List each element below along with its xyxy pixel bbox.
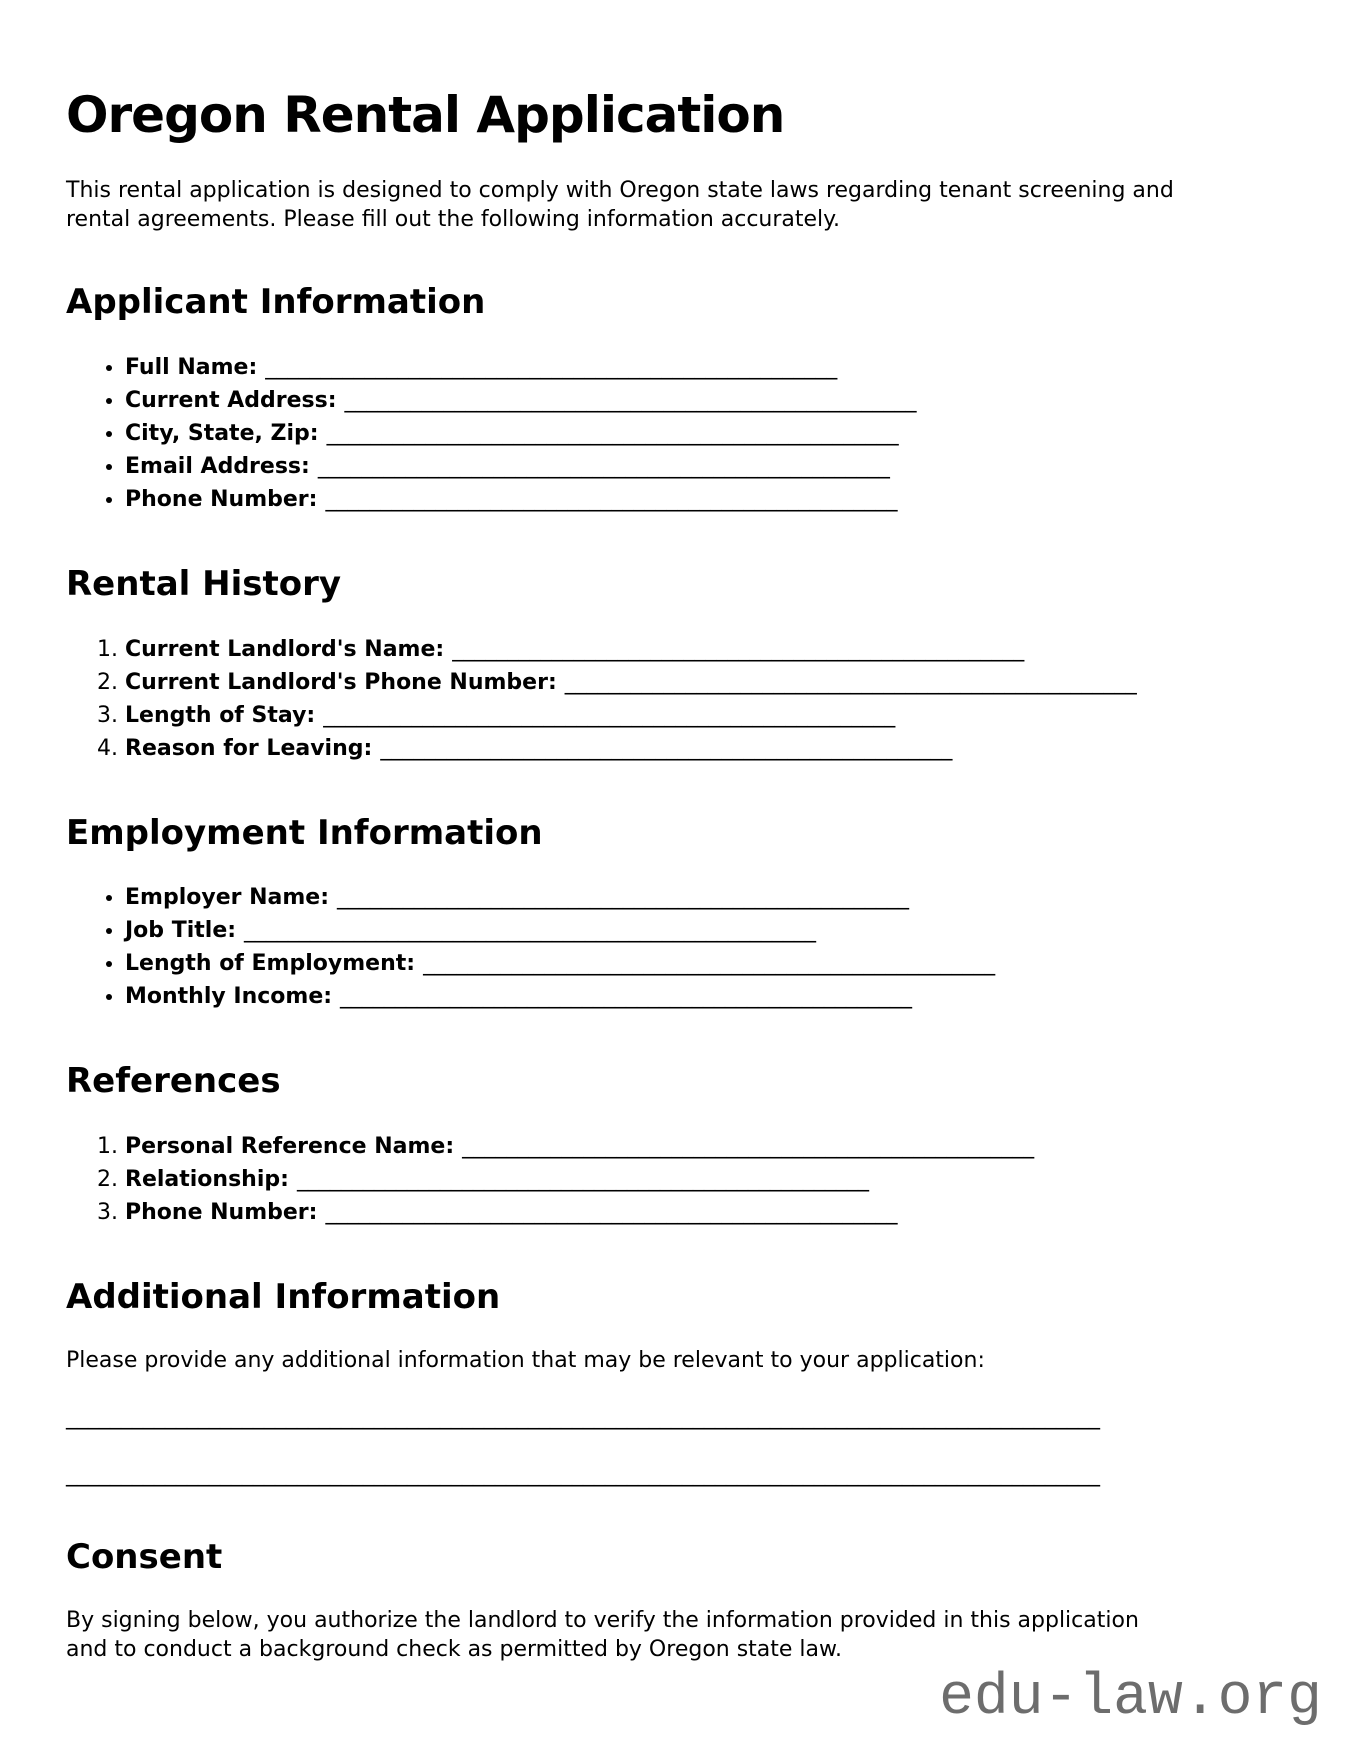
field-row-full-name (125, 351, 1176, 384)
field-label: Current Landlord's Name: (125, 636, 445, 662)
field-label: Personal Reference Name: (125, 1134, 455, 1160)
document-content (66, 86, 1176, 1664)
rental-history-list (66, 633, 1176, 765)
fill-in-line: ____________________________________________________ (244, 918, 817, 944)
field-label: Employer Name: (125, 885, 330, 911)
field-label: Current Address: (125, 387, 337, 413)
field-row-current-landlord-phone (125, 666, 1176, 699)
fill-in-line: ____________________________________________________ (337, 885, 910, 911)
fill-in-line: ____________________________________________________ (296, 1167, 869, 1193)
intro-paragraph: This rental application is designed to comply with Oregon state laws regarding tenant screening and rental agreements. Please fill out the following information accurately. (66, 178, 1174, 232)
references-list (66, 1130, 1176, 1229)
page-title: Oregon Rental Application (66, 86, 785, 144)
fill-in-line: ____________________________________________________ (325, 1200, 898, 1226)
field-label: Relationship: (125, 1167, 289, 1193)
field-row-job-title (125, 914, 1176, 947)
fill-in-line: ____________________________________________________ (462, 1134, 1035, 1160)
blank-write-in-line: ______________________________________________________________________________________________ (66, 1461, 1100, 1487)
fill-in-line: ____________________________________________________ (452, 636, 1025, 662)
fill-in-line: ____________________________________________________ (323, 702, 896, 728)
field-row-current-landlord-name (125, 633, 1176, 666)
fill-in-line: ____________________________________________________ (326, 420, 899, 446)
consent-paragraph: By signing below, you authorize the landlord to verify the information provided in this application and to conduct a background check as permitted by Oregon state law. (66, 1607, 1139, 1662)
field-label: Length of Employment: (125, 951, 416, 977)
field-row-reason-for-leaving (125, 732, 1176, 765)
fill-in-line: ____________________________________________________ (317, 453, 890, 479)
fill-in-line: ____________________________________________________ (423, 951, 996, 977)
field-row-phone-number (125, 483, 1176, 516)
field-label: Phone Number: (125, 486, 318, 512)
fill-in-line: ____________________________________________________ (340, 984, 913, 1010)
watermark-logo: edu-law.org (939, 1666, 1322, 1731)
field-row-email-address (125, 450, 1176, 483)
fill-in-line: ____________________________________________________ (564, 669, 1137, 695)
section-heading-rental-history: Rental History (66, 563, 342, 604)
section-heading-applicant-information: Applicant Information (66, 282, 486, 322)
fill-in-line: ____________________________________________________ (344, 387, 917, 413)
field-label: Length of Stay: (125, 702, 316, 728)
field-row-reference-phone-number (125, 1196, 1176, 1229)
section-heading-consent: Consent (66, 1536, 223, 1577)
field-label: Email Address: (125, 453, 310, 479)
field-label: Job Title: (125, 918, 237, 944)
section-heading-employment-information: Employment Information (66, 812, 543, 853)
section-heading-additional-information: Additional Information (66, 1277, 501, 1318)
field-label: Monthly Income: (125, 984, 333, 1010)
field-row-length-of-stay (125, 699, 1176, 732)
field-row-city-state-zip (125, 417, 1176, 450)
fill-in-line: ____________________________________________________ (265, 354, 838, 380)
employment-information-list (66, 881, 1176, 1013)
field-label: Full Name: (125, 354, 258, 380)
field-row-monthly-income (125, 980, 1176, 1013)
field-label: Reason for Leaving: (125, 735, 373, 761)
field-row-current-address (125, 384, 1176, 417)
field-label: Phone Number: (125, 1200, 318, 1226)
fill-in-line: ____________________________________________________ (380, 735, 953, 761)
fill-in-line: ____________________________________________________ (325, 486, 898, 512)
field-row-personal-reference-name (125, 1130, 1176, 1163)
field-row-employer-name (125, 881, 1176, 914)
field-label: Current Landlord's Phone Number: (125, 669, 557, 695)
section-heading-references: References (66, 1061, 281, 1102)
field-row-length-of-employment (125, 947, 1176, 980)
applicant-information-list (66, 351, 1176, 516)
blank-write-in-line: ______________________________________________________________________________________________ (66, 1404, 1100, 1430)
field-row-relationship (125, 1163, 1176, 1196)
field-label: City, State, Zip: (125, 420, 319, 446)
additional-information-paragraph: Please provide any additional information that may be relevant to your application: (66, 1347, 985, 1373)
